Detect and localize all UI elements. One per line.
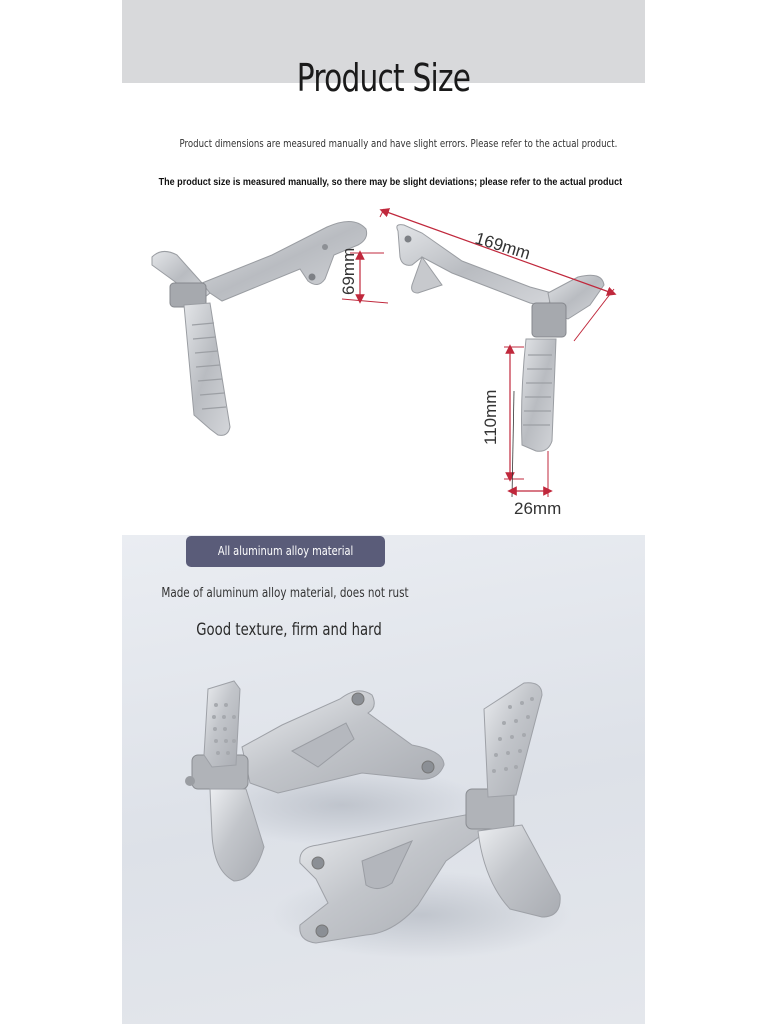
product-detail-page — [122, 0, 645, 1024]
peg-width-label: 26mm — [514, 499, 562, 518]
bracket-height-label: 69mm — [339, 247, 358, 295]
page-title: Product Size — [296, 56, 471, 100]
material-badge — [186, 536, 385, 567]
bracket-height-dimension — [339, 248, 388, 303]
material-badge-label: All aluminum alloy material — [217, 544, 354, 558]
peg-length-dimension — [481, 347, 524, 479]
dimension-diagram — [122, 195, 645, 530]
left-footpeg-image — [152, 221, 367, 435]
product-size-section — [122, 0, 645, 535]
footpeg-pair-photo — [122, 655, 645, 1024]
length-label: 169mm — [472, 228, 533, 264]
material-section — [122, 535, 645, 1024]
material-description: Made of aluminum alloy material, does not rust — [161, 586, 409, 601]
right-footpeg-image — [397, 225, 604, 452]
measurement-note-secondary: The product size is measured manually, so there may be slight deviations; please refer to the actual product — [158, 176, 623, 188]
peg-length-label: 110mm — [481, 389, 500, 445]
material-tagline: Good texture, firm and hard — [196, 620, 382, 640]
measurement-note: Product dimensions are measured manually and have slight errors. Please refer to the actual product. — [179, 137, 618, 150]
